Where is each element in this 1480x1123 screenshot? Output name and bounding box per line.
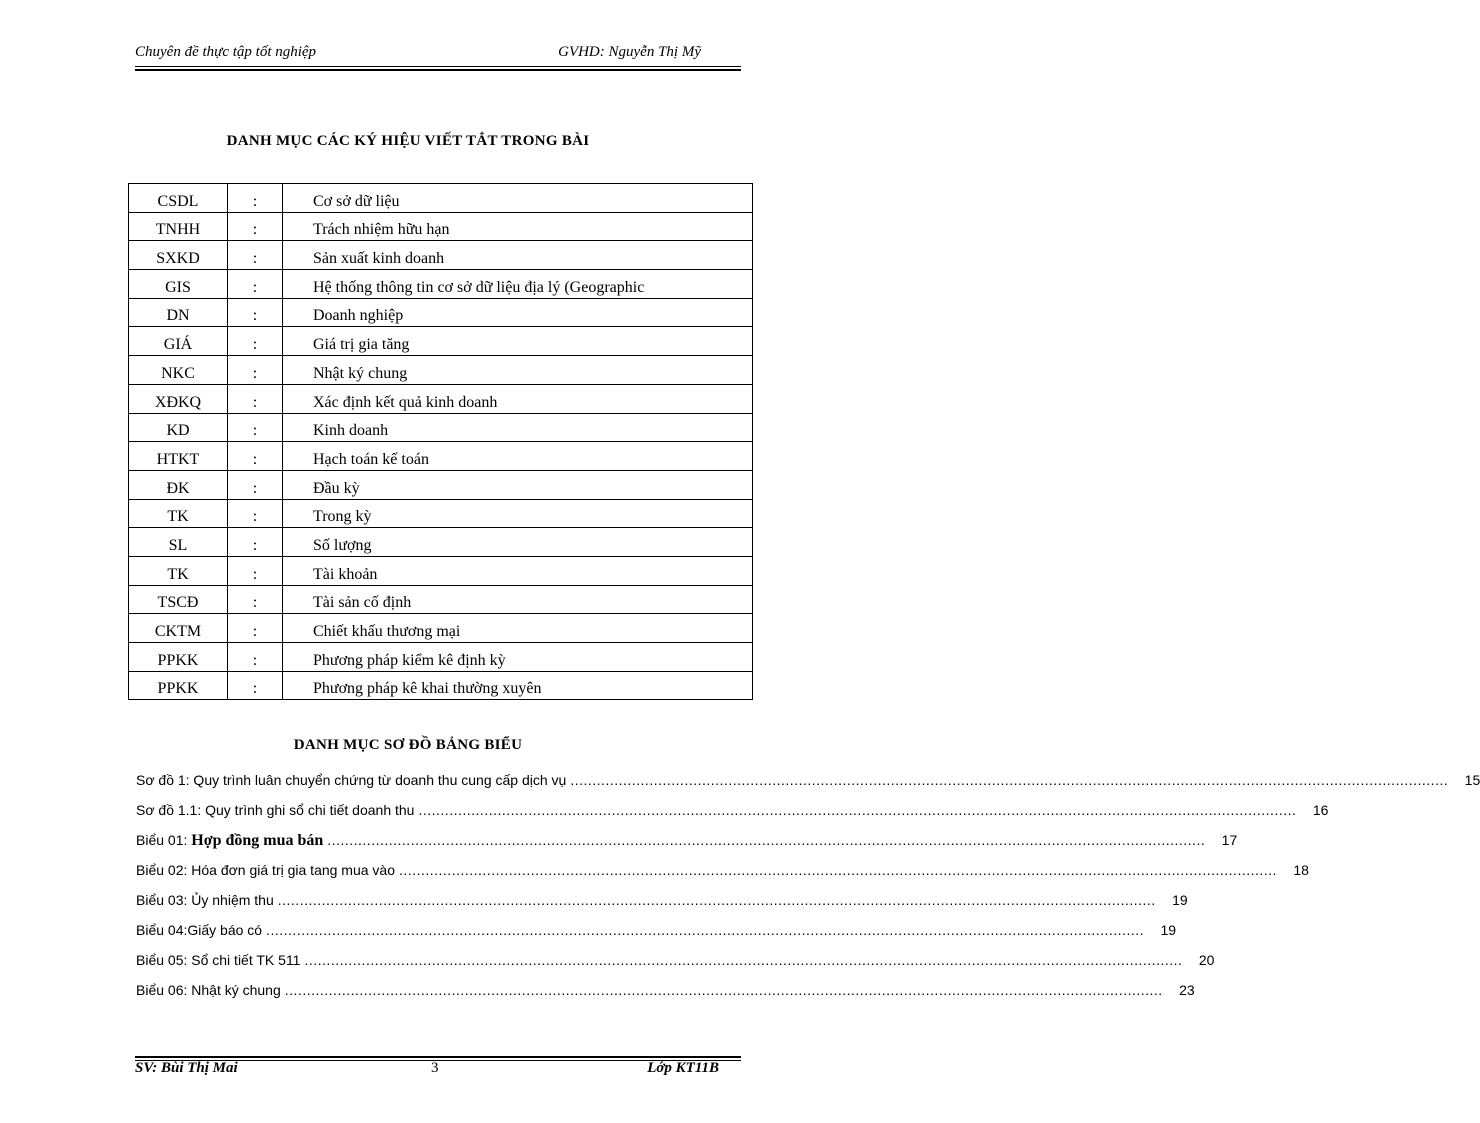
toc-leader-dots: ........................................................................................................................................................................................................	[327, 832, 1206, 848]
toc-leader-dots: ........................................................................................................................................................................................................	[266, 922, 1145, 938]
table-row	[129, 556, 753, 585]
toc-item[interactable]	[136, 922, 1177, 952]
abbreviation-cell: CKTM	[129, 614, 228, 643]
abbreviation-cell: SXKD	[129, 241, 228, 270]
page-number: 3	[431, 1060, 439, 1076]
abbreviations-table	[128, 183, 753, 700]
toc-item-text: Biểu 02: Hóa đơn giá trị gia tang mua vào	[136, 862, 396, 878]
separator-cell: :	[228, 356, 283, 385]
toc-item-page: 16	[1312, 802, 1329, 818]
abbreviation-cell: NKC	[129, 356, 228, 385]
toc-item-label	[136, 982, 281, 998]
toc-item-page: 20	[1198, 952, 1215, 968]
abbreviations-title: DANH MỤC CÁC KÝ HIỆU VIẾT TẮT TRONG BÀI	[226, 133, 590, 149]
toc-item[interactable]	[136, 832, 1238, 862]
abbreviation-cell: TK	[129, 556, 228, 585]
separator-cell: :	[228, 298, 283, 327]
table-row	[129, 442, 753, 471]
separator-cell: :	[228, 556, 283, 585]
abbreviation-cell: TK	[129, 499, 228, 528]
toc-item-label	[136, 922, 262, 938]
meaning-cell: Phương pháp kiểm kê định kỳ	[283, 643, 753, 672]
toc-item-emphasis: Hợp đồng mua bán	[191, 832, 324, 849]
table-row	[129, 499, 753, 528]
header-right-text: GVHD: Nguyễn Thị Mỹ	[558, 44, 701, 60]
toc-item-label	[136, 892, 274, 908]
toc-item-page: 19	[1160, 922, 1177, 938]
separator-cell: :	[228, 270, 283, 299]
abbreviation-cell: XĐKQ	[129, 384, 228, 413]
toc-item[interactable]	[136, 772, 1480, 802]
toc-item-label	[136, 952, 300, 968]
separator-cell: :	[228, 671, 283, 700]
toc-item-text: Biểu 04:Giấy báo có	[136, 922, 263, 938]
meaning-cell: Số lượng	[283, 528, 753, 557]
header-rule-thick	[135, 69, 741, 71]
separator-cell: :	[228, 470, 283, 499]
table-row	[129, 212, 753, 241]
toc-item-page: 18	[1293, 862, 1309, 878]
meaning-cell: Hệ thống thông tin cơ sở dữ liệu địa lý (Geographic	[283, 270, 753, 299]
toc-leader-dots: ........................................................................................................................................................................................................	[304, 952, 1183, 968]
page-footer	[135, 1060, 741, 1080]
meaning-cell: Kinh doanh	[283, 413, 753, 442]
meaning-cell: Phương pháp kê khai thường xuyên	[283, 671, 753, 700]
separator-cell: :	[228, 327, 283, 356]
abbreviation-cell: GIÁ	[129, 327, 228, 356]
header-left-text: Chuyên đề thực tập tốt nghiệp	[135, 44, 317, 60]
table-row	[129, 241, 753, 270]
toc-item-text: Biểu 06: Nhật ký chung	[136, 982, 281, 998]
table-row	[129, 356, 753, 385]
table-row	[129, 671, 753, 700]
toc-item[interactable]	[136, 952, 1215, 982]
abbreviation-cell: GIS	[129, 270, 228, 299]
toc-item-page: 15	[1464, 772, 1480, 788]
toc-item-text: Sơ đồ 1.1: Quy trình ghi sổ chi tiết doanh thu	[136, 802, 415, 818]
toc-item-page: 17	[1221, 832, 1238, 848]
footer-rule-thick	[135, 1056, 741, 1058]
abbreviation-cell: ĐK	[129, 470, 228, 499]
toc-leader-dots: ........................................................................................................................................................................................................	[570, 772, 1449, 788]
meaning-cell: Hạch toán kế toán	[283, 442, 753, 471]
table-row	[129, 384, 753, 413]
separator-cell: :	[228, 585, 283, 614]
toc-item-page: 19	[1172, 892, 1188, 908]
separator-cell: :	[228, 499, 283, 528]
toc-item-label	[136, 862, 395, 878]
toc-item-label	[136, 832, 323, 850]
page-header	[135, 44, 741, 66]
abbreviation-cell: CSDL	[129, 184, 228, 213]
abbreviation-cell: SL	[129, 528, 228, 557]
table-row	[129, 270, 753, 299]
separator-cell: :	[228, 413, 283, 442]
toc-item[interactable]	[136, 802, 1329, 832]
toc-leader-dots: ........................................................................................................................................................................................................	[277, 892, 1156, 908]
table-row	[129, 298, 753, 327]
abbreviation-cell: TNHH	[129, 212, 228, 241]
table-of-figures	[136, 772, 1480, 1012]
separator-cell: :	[228, 384, 283, 413]
table-row	[129, 470, 753, 499]
separator-cell: :	[228, 212, 283, 241]
toc-item[interactable]	[136, 862, 1309, 892]
toc-leader-dots: ........................................................................................................................................................................................................	[284, 982, 1163, 998]
toc-item-page: 23	[1179, 982, 1195, 998]
toc-leader-dots: ........................................................................................................................................................................................................	[399, 862, 1277, 878]
toc-item-label	[136, 772, 566, 788]
meaning-cell: Tài sản cố định	[283, 585, 753, 614]
toc-item-text: Biểu 01:	[136, 832, 192, 848]
table-row	[129, 413, 753, 442]
abbreviation-cell: KD	[129, 413, 228, 442]
abbreviation-cell: PPKK	[129, 671, 228, 700]
footer-class: Lớp KT11B	[647, 1060, 719, 1076]
table-row	[129, 327, 753, 356]
meaning-cell: Đầu kỳ	[283, 470, 753, 499]
meaning-cell: Giá trị gia tăng	[283, 327, 753, 356]
toc-leader-dots: ........................................................................................................................................................................................................	[418, 802, 1297, 818]
abbreviation-cell: PPKK	[129, 643, 228, 672]
toc-item[interactable]	[136, 982, 1195, 1012]
toc-item-text: Biểu 03: Ủy nhiệm thu	[136, 892, 274, 908]
table-row	[129, 528, 753, 557]
meaning-cell: Sản xuất kinh doanh	[283, 241, 753, 270]
abbreviation-cell: TSCĐ	[129, 585, 228, 614]
footer-student: SV: Bùi Thị Mai	[135, 1060, 238, 1076]
meaning-cell: Trong kỳ	[283, 499, 753, 528]
separator-cell: :	[228, 241, 283, 270]
header-rule	[135, 66, 741, 67]
separator-cell: :	[228, 643, 283, 672]
toc-item-text: Sơ đồ 1: Quy trình luân chuyển chứng từ doanh thu cung cấp dịch vụ	[136, 772, 567, 788]
toc-item-text: Biểu 05: Sổ chi tiết TK 511	[136, 952, 301, 968]
separator-cell: :	[228, 184, 283, 213]
abbreviation-cell: DN	[129, 298, 228, 327]
meaning-cell: Xác định kết quả kinh doanh	[283, 384, 753, 413]
toc-item[interactable]	[136, 892, 1188, 922]
table-row	[129, 614, 753, 643]
toc-title: DANH MỤC SƠ ĐỒ BẢNG BIỂU	[293, 737, 523, 753]
meaning-cell: Trách nhiệm hữu hạn	[283, 212, 753, 241]
meaning-cell: Cơ sở dữ liệu	[283, 184, 753, 213]
meaning-cell: Nhật ký chung	[283, 356, 753, 385]
table-row	[129, 184, 753, 213]
separator-cell: :	[228, 614, 283, 643]
separator-cell: :	[228, 528, 283, 557]
meaning-cell: Chiết khấu thương mại	[283, 614, 753, 643]
table-row	[129, 643, 753, 672]
abbreviation-cell: HTKT	[129, 442, 228, 471]
toc-item-label	[136, 802, 414, 818]
table-row	[129, 585, 753, 614]
meaning-cell: Doanh nghiệp	[283, 298, 753, 327]
meaning-cell: Tài khoản	[283, 556, 753, 585]
separator-cell: :	[228, 442, 283, 471]
